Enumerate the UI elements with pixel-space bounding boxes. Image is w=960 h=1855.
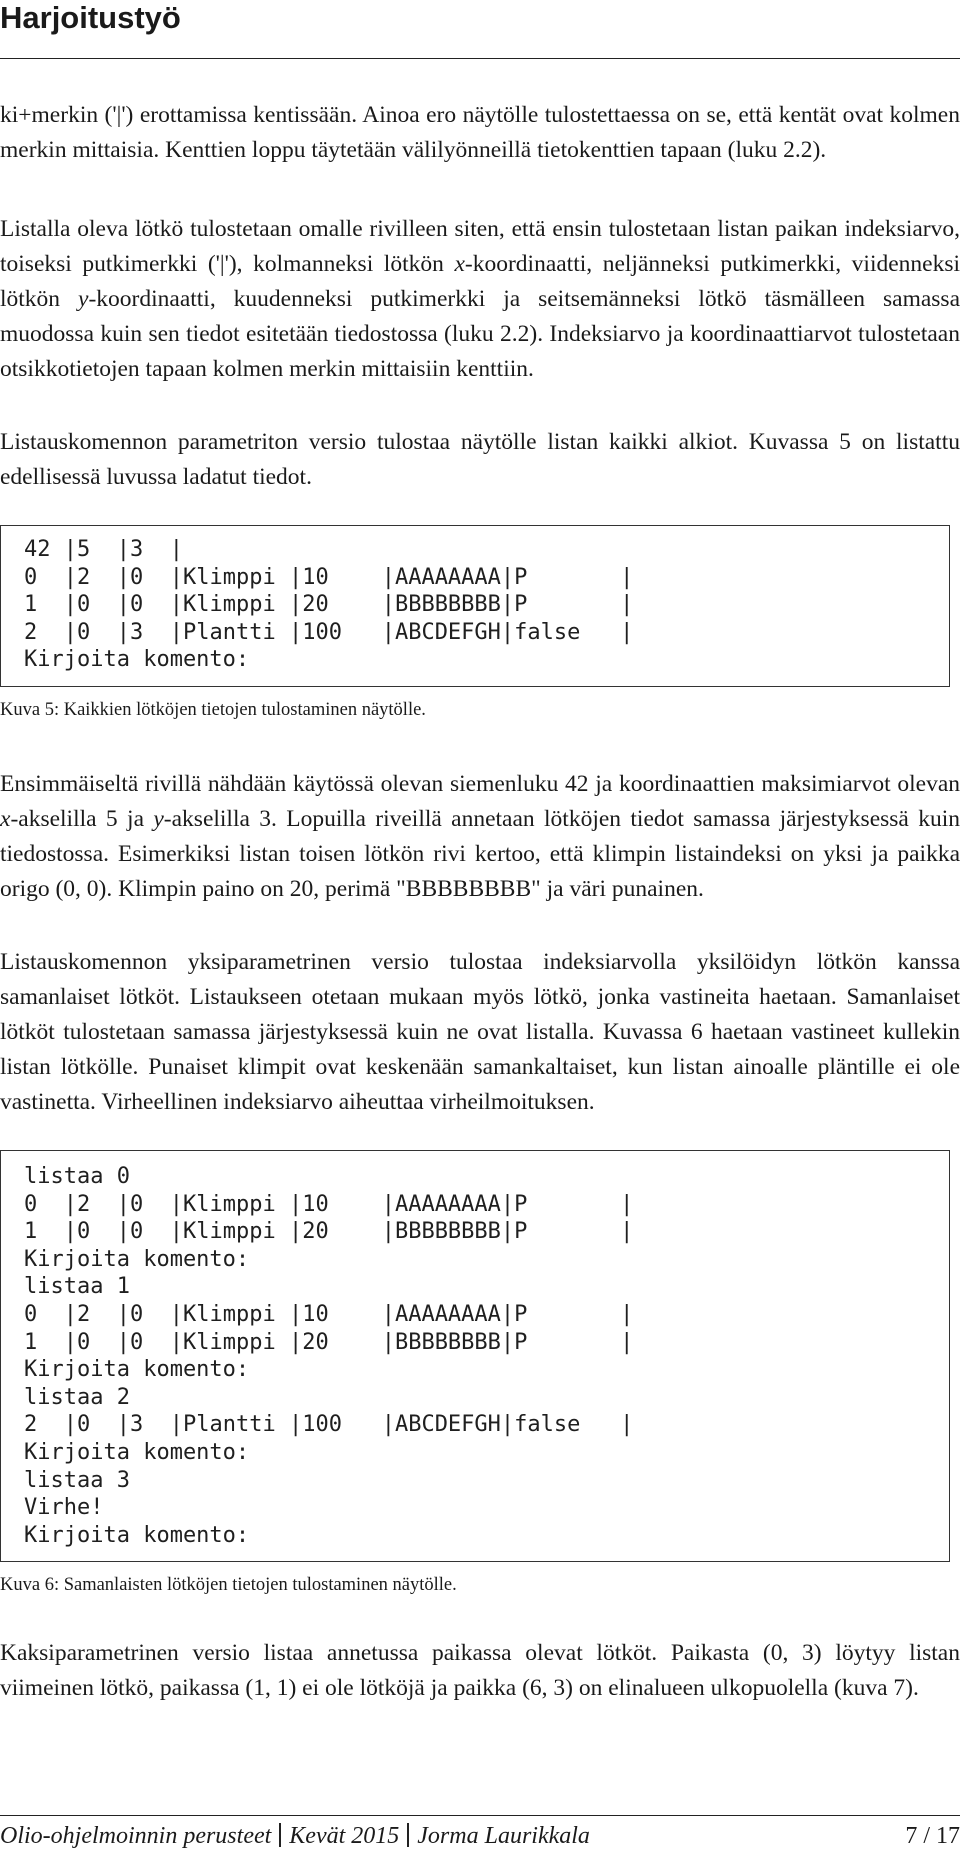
pipe-separator: |	[381, 1329, 395, 1355]
pipe-separator: |	[116, 1219, 130, 1245]
pipe-separator: |	[63, 1219, 77, 1245]
math-variable: y	[78, 286, 89, 312]
pipe-separator: |	[63, 564, 77, 590]
pipe-separator: |	[63, 1329, 77, 1355]
pipe-separator: |	[169, 1329, 183, 1355]
pipe-separator: |	[381, 619, 395, 645]
pipe-separator: |	[500, 1329, 515, 1355]
pipe-separator: |	[63, 592, 77, 618]
pipe-separator: |	[116, 1412, 130, 1438]
pipe-separator: |	[116, 592, 130, 618]
pipe-separator: |	[500, 619, 515, 645]
pipe-separator: |	[288, 564, 303, 590]
pipe-separator: |	[620, 1301, 634, 1327]
footer-separator	[407, 1823, 409, 1847]
footer-author: Jorma Laurikkala	[417, 1823, 590, 1849]
pipe-separator: |	[288, 619, 303, 645]
pipe-separator: |	[620, 1329, 634, 1355]
pipe-separator: |	[169, 1301, 183, 1327]
pipe-separator: |	[381, 1301, 395, 1327]
pipe-separator: |	[620, 1191, 634, 1217]
document-body	[0, 98, 960, 1706]
pipe-separator: |	[63, 1191, 77, 1217]
paragraph-first-row-explanation: Ensimmäiseltä rivillä nähdään käytössä olevan siemenluku 42 ja koordinaattien maksimiarvot olevan x-akselilla 5 ja y-akselilla 3. Lopuilla riveillä annetaan lötköjen tiedot samassa järjestyksessä kuin tiedostossa. Esimerkiksi listan toisen lötkön rivi kertoo, että klimpin listaindeksi on yksi ja paikka origo (0, 0). Klimpin paino on 20, perimä "BBBBBBBB" ja väri punainen.	[0, 770, 960, 902]
console-line: 0 |2 |0 |Klimppi |10 |AAAAAAAA|P |	[24, 1191, 634, 1217]
pipe-separator: |	[381, 564, 395, 590]
pipe-separator: |	[169, 537, 183, 562]
pipe-separator: |	[288, 1412, 303, 1438]
pipe-separator: |	[288, 1191, 303, 1217]
figure-5-console-output	[0, 525, 950, 687]
pipe-separator: |	[288, 1301, 303, 1327]
console-line: Virhe!	[24, 1495, 104, 1521]
pipe-separator: |	[620, 592, 634, 618]
math-variable: y	[153, 805, 164, 832]
pipe-separator: |	[116, 619, 130, 645]
header-divider	[0, 58, 960, 59]
pipe-separator: |	[169, 1219, 183, 1245]
console-line: listaa 3	[24, 1467, 130, 1493]
console-line: Kirjoita komento:	[24, 647, 250, 673]
math-variable: x	[454, 251, 465, 277]
console-line: listaa 1	[24, 1274, 130, 1300]
pipe-separator: |	[288, 1329, 303, 1355]
paragraph-list-two-params: Kaksiparametrinen versio listaa annetussa paikassa olevat lötköt. Paikasta (0, 3) löytyy listan viimeinen lötkö, paikassa (1, 1) ei ole lötköjä ja paikka (6, 3) on elinalueen ulkopuolella (kuva 7).	[0, 1640, 960, 1702]
footer-course: Olio-ohjelmoinnin perusteet	[0, 1823, 272, 1849]
pipe-separator: |	[381, 592, 395, 618]
page-number: 7 / 17	[905, 1823, 960, 1849]
console-line: 1 |0 |0 |Klimppi |20 |BBBBBBBB|P |	[24, 592, 634, 618]
pipe-separator: |	[381, 1219, 395, 1245]
footer-separator	[279, 1823, 281, 1847]
pipe-separator: |	[500, 1191, 515, 1217]
math-variable: x	[0, 805, 11, 832]
pipe-separator: |	[381, 1412, 395, 1438]
paragraph-field-format: ki+merkin ('|') erottamissa kentissään. Ainoa ero näytölle tulostettaessa on se, että kentät ovat kolmen merkin mittaisia. Kenttien loppu täytetään välilyönneillä tietokenttien tapaan (luku 2.2).	[0, 102, 960, 163]
console-line: 0 |2 |0 |Klimppi |10 |AAAAAAAA|P |	[24, 564, 634, 590]
paragraph-list-output-format: Listalla oleva lötkö tulostetaan omalle rivilleen siten, että ensin tulostetaan listan paikan indeksiarvo, toiseksi putkimerkki ('|'), kolmanneksi lötkön x-koordinaatti, neljänneksi putkimerkki, viidenneksi lötkön y-koordinaatti, kuudenneksi putkimerkki ja seitsemänneksi lötkö täsmälleen samassa muodossa kuin sen tiedot esitetään tiedostossa (luku 2.2). Indeksiarvo ja koordinaattiarvot tulostetaan otsikkotietojen tapaan kolmen merkin mittaisiin kenttiin.	[0, 216, 960, 382]
pipe-separator: |	[63, 1412, 77, 1438]
pipe-separator: |	[500, 564, 515, 590]
console-line: Kirjoita komento:	[24, 1246, 250, 1272]
pipe-separator: |	[500, 1219, 515, 1245]
console-line: Kirjoita komento:	[24, 1439, 250, 1465]
page-total: 17	[936, 1823, 960, 1849]
pipe-separator: |	[500, 1301, 515, 1327]
console-line: 2 |0 |3 |Plantti |100 |ABCDEFGH|false |	[24, 619, 634, 645]
pipe-separator: |	[116, 1329, 130, 1355]
console-line: Kirjoita komento:	[24, 1522, 250, 1548]
pipe-separator: |	[288, 592, 303, 618]
console-line: 2 |0 |3 |Plantti |100 |ABCDEFGH|false |	[24, 1412, 634, 1438]
pipe-separator: |	[169, 1412, 183, 1438]
pipe-separator: |	[500, 592, 515, 618]
pipe-separator: |	[620, 619, 634, 645]
pipe-separator: |	[500, 1412, 515, 1438]
pipe-separator: |	[169, 1191, 183, 1217]
pipe-separator: |	[169, 564, 183, 590]
console-line: listaa 0	[24, 1163, 130, 1189]
console-line: 42 |5 |3 |	[24, 537, 183, 562]
pipe-separator: |	[620, 1219, 634, 1245]
pipe-separator: |	[116, 564, 130, 590]
console-line: 1 |0 |0 |Klimppi |20 |BBBBBBBB|P |	[24, 1329, 634, 1355]
pipe-separator: |	[288, 1219, 303, 1245]
page-current: 7	[905, 1823, 918, 1849]
page-footer	[0, 1820, 960, 1854]
footer-divider	[0, 1815, 960, 1816]
footer-term: Kevät 2015	[289, 1823, 400, 1849]
pipe-separator: |	[169, 619, 183, 645]
console-line: 1 |0 |0 |Klimppi |20 |BBBBBBBB|P |	[24, 1219, 634, 1245]
pipe-separator: |	[116, 1191, 130, 1217]
pipe-separator: |	[620, 1412, 634, 1438]
pipe-separator: |	[169, 592, 183, 618]
pipe-separator: |	[63, 537, 77, 562]
paragraph-list-no-params: Listauskomennon parametriton versio tulostaa näytölle listan kaikki alkiot. Kuvassa 5 on listattu edellisessä luvussa ladatut tiedot.	[0, 429, 960, 490]
console-line: Kirjoita komento:	[24, 1357, 250, 1383]
pipe-separator: |	[116, 1301, 130, 1327]
pipe-separator: |	[381, 1191, 395, 1217]
pipe-separator: |	[620, 564, 634, 590]
page-header-title: Harjoitustyö	[0, 0, 181, 35]
pipe-separator: |	[63, 1301, 77, 1327]
figure-5-caption: Kuva 5: Kaikkien lötköjen tietojen tulostaminen näytölle.	[0, 699, 426, 720]
paragraph-list-one-param: Listauskomennon yksiparametrinen versio tulostaa indeksiarvolla yksilöidyn lötkön kanssa samanlaiset lötköt. Listaukseen otetaan mukaan myös lötkö, jonka vastineita haetaan. Samanlaiset lötköt tulostetaan samassa järjestyksessä kuin ne ovat listalla. Kuvassa 6 haetaan vastineet kullekin listan lötkölle. Punaiset klimpit ovat keskenään samankaltaiset, kun listan ainoalle pläntille ei ole vastinetta. Virheellinen indeksiarvo aiheuttaa virheilmoituksen.	[0, 948, 960, 1115]
figure-6-caption: Kuva 6: Samanlaisten lötköjen tietojen tulostaminen näytölle.	[0, 1575, 457, 1596]
figure-6-console-output	[0, 1150, 950, 1562]
console-line: 0 |2 |0 |Klimppi |10 |AAAAAAAA|P |	[24, 1301, 634, 1327]
pipe-separator: |	[63, 619, 77, 645]
console-line: listaa 2	[24, 1384, 130, 1410]
pipe-separator: |	[116, 537, 130, 562]
